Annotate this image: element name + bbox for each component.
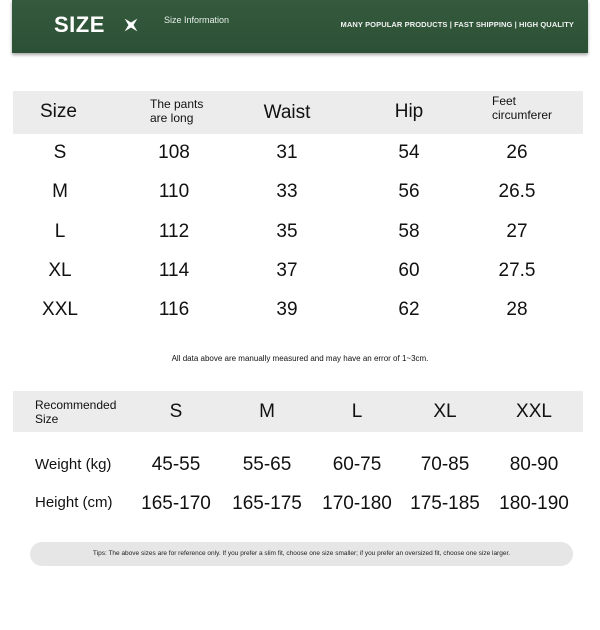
banner-subtitle: Size Information [164, 15, 230, 25]
recommend-cell: 60-75 [332, 454, 382, 475]
recommend-cell: 165-175 [232, 493, 302, 514]
table-cell: 26.5 [498, 181, 536, 202]
recommend-header-label [35, 398, 116, 426]
header-feet-line1: Feet [492, 94, 517, 108]
table-cell: 27.5 [498, 260, 536, 281]
header-feet-circumference [492, 94, 552, 122]
table-cell: 31 [276, 142, 298, 163]
table-cell: 116 [158, 299, 190, 320]
table-cell: 110 [158, 181, 190, 202]
size-label: XXL [42, 299, 78, 320]
table-cell: 58 [398, 221, 420, 242]
recommend-cell: 70-85 [420, 454, 470, 475]
tips-banner: Tips: The above sizes are for reference only. If you prefer a slim fit, choose one size smaller; if you prefer an oversized fit, choose one size larger. [30, 542, 573, 566]
header-size: Size [40, 101, 77, 122]
table-cell: 54 [398, 142, 420, 163]
recommend-row-label: Height (cm) [35, 494, 113, 511]
size-label: XL [48, 260, 72, 281]
table-cell: 28 [506, 299, 528, 320]
table-cell: 112 [158, 221, 190, 242]
size-label: L [54, 221, 66, 242]
table-cell: 108 [158, 142, 190, 163]
recommend-size-header: L [351, 401, 363, 422]
table-cell: 62 [398, 299, 420, 320]
header-feet-line2: circumferer [492, 108, 553, 122]
recommend-header-line1: Recommended [35, 398, 117, 412]
measurement-note: All data above are manually measured and may have an error of 1~3cm. [171, 354, 429, 363]
recommend-size-header: XL [433, 401, 457, 422]
recommend-cell: 170-180 [322, 493, 392, 514]
table-cell: 33 [276, 181, 298, 202]
recommend-cell: 80-90 [509, 454, 559, 475]
table-cell: 39 [276, 299, 298, 320]
header-banner [12, 0, 588, 53]
header-pants-length-line1: The pants [150, 97, 204, 111]
recommend-size-header: M [259, 401, 275, 422]
recommend-size-header: S [169, 401, 183, 422]
table-cell: 26 [506, 142, 528, 163]
header-hip: Hip [394, 101, 424, 122]
four-point-star-icon [122, 16, 140, 34]
table-cell: 114 [158, 260, 190, 281]
table-cell: 60 [398, 260, 420, 281]
banner-tagline: MANY POPULAR PRODUCTS | FAST SHIPPING | HIGH QUALITY [340, 20, 574, 29]
size-label: M [52, 181, 68, 202]
recommend-cell: 45-55 [151, 454, 201, 475]
table-cell: 35 [276, 221, 298, 242]
recommend-header-line2: Size [35, 412, 59, 426]
header-pants-length [150, 97, 203, 125]
banner-title: SIZE [54, 12, 105, 37]
table-cell: 37 [276, 260, 298, 281]
table-cell: 56 [398, 181, 420, 202]
recommend-row-label: Weight (kg) [35, 456, 112, 473]
recommend-cell: 180-190 [499, 493, 569, 514]
size-label: S [53, 142, 67, 163]
recommend-cell: 165-170 [141, 493, 211, 514]
recommend-cell: 55-65 [242, 454, 292, 475]
header-pants-length-line2: are long [150, 111, 194, 125]
header-waist: Waist [263, 102, 311, 123]
recommend-cell: 175-185 [410, 493, 480, 514]
recommend-size-header: XXL [516, 401, 552, 422]
table-cell: 27 [506, 221, 528, 242]
